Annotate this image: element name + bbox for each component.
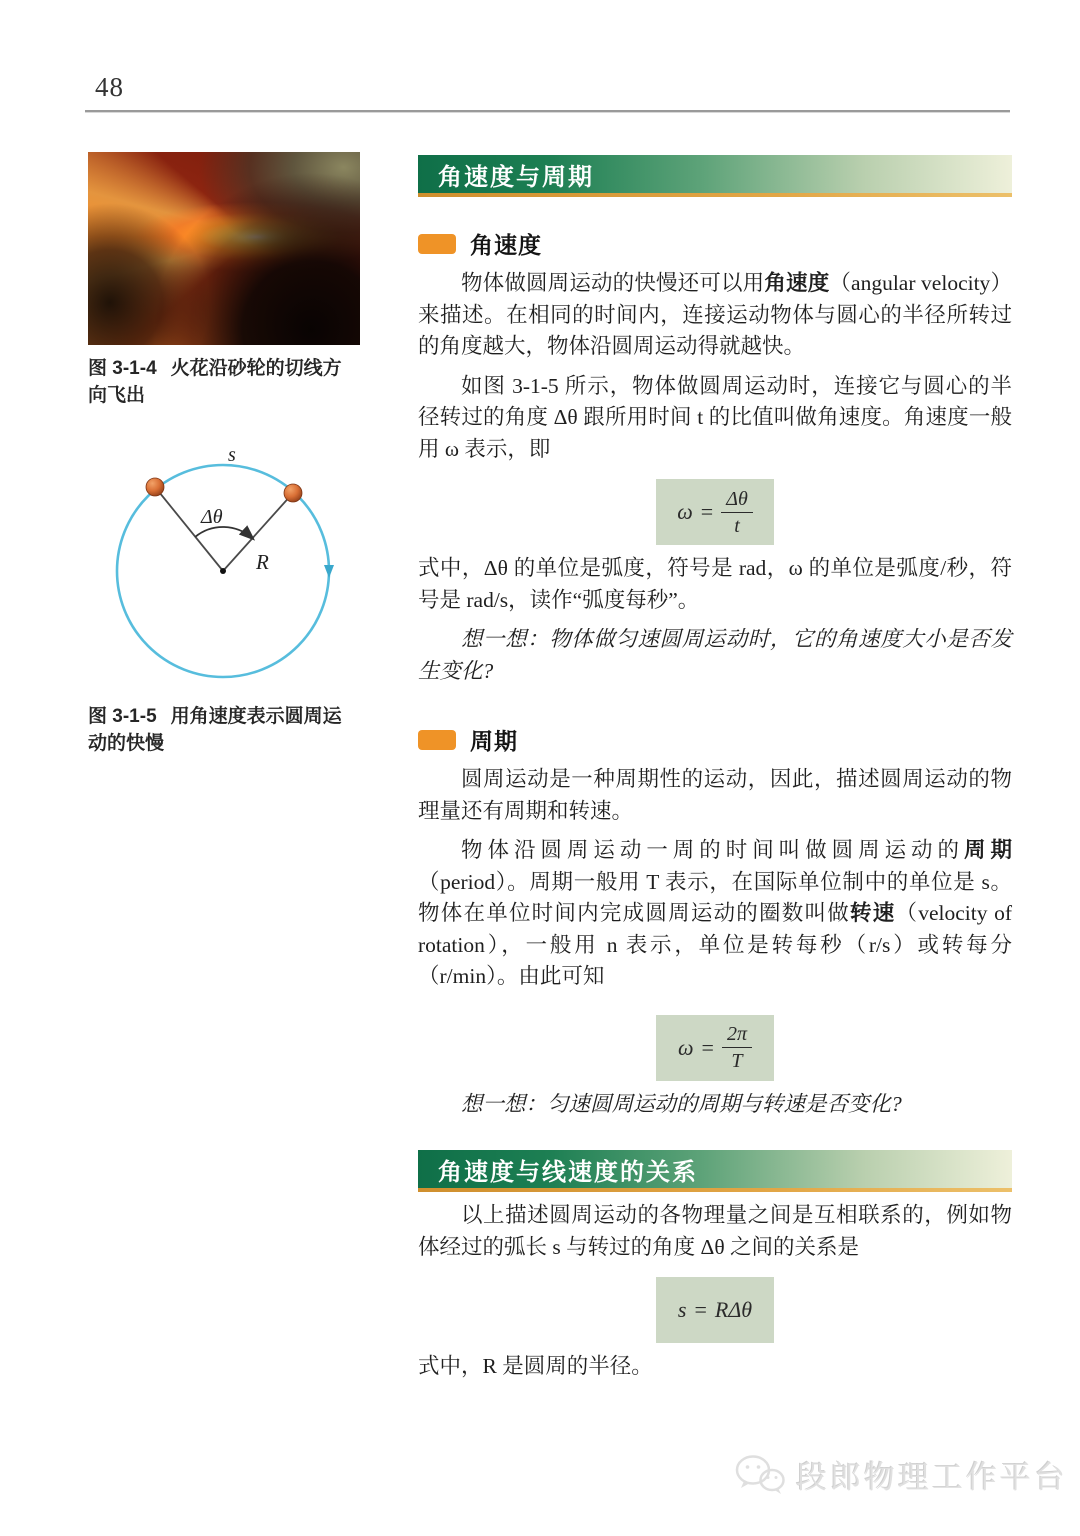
motion-direction-arrow	[324, 565, 334, 578]
diagram-caption-text: 用角速度表示圆周运动的快慢	[88, 706, 342, 754]
paragraph-units: 式中，Δθ 的单位是弧度，符号是 rad，ω 的单位是弧度/秒，符号是 rad/s，读作“弧度每秒”。	[418, 556, 1012, 612]
formula-equals: =	[701, 1034, 714, 1060]
formula-equals: =	[700, 499, 714, 524]
paragraph-period-definition	[418, 835, 1012, 993]
bold-term-angular-velocity: 角速度	[764, 271, 830, 295]
page-number: 48	[95, 72, 124, 102]
paragraph-angular-velocity-intro	[418, 268, 1012, 363]
right-column	[418, 155, 1012, 1383]
diagram-caption	[88, 703, 360, 757]
formula-omega-2pi-T	[656, 1015, 774, 1081]
subsection-title-period: 周期	[470, 728, 518, 754]
section-title-1: 角速度与周期	[438, 163, 594, 191]
photo-caption-text: 火花沿砂轮的切线方向飞出	[88, 358, 342, 406]
ball-start	[146, 478, 164, 496]
formula-denominator: t	[734, 514, 740, 537]
formula-fraction	[722, 1023, 752, 1072]
subsection-period	[418, 723, 1012, 756]
bold-term-rotation-speed: 转速	[849, 901, 896, 925]
subsection-title-angular-velocity: 角速度	[470, 232, 542, 258]
circle-motion-diagram	[88, 449, 360, 699]
section-accent-rule-1	[418, 193, 1012, 197]
watermark-text: 段郎物理工作平台	[796, 1460, 1068, 1495]
subsection-marker-icon	[418, 730, 456, 750]
section-title-2: 角速度与线速度的关系	[438, 1158, 698, 1186]
angle-label: Δθ	[201, 506, 223, 528]
formula-omega-delta-theta-t	[656, 479, 774, 545]
formula-lhs: ω	[678, 1034, 694, 1060]
radius-label: R	[256, 550, 269, 574]
angle-arc	[195, 527, 252, 538]
formula-rhs: RΔθ	[714, 1297, 753, 1322]
subsection-angular-velocity	[418, 227, 1012, 260]
formula-numerator: Δθ	[721, 488, 753, 513]
paragraph-relation-intro: 以上描述圆周运动的各物理量之间是互相联系的，例如物体经过的弧长 s 与转过的角度 Δθ 之间的关系是	[418, 1203, 1012, 1259]
photo-caption	[88, 355, 360, 409]
header-rule	[85, 110, 1010, 112]
think-prompt-2: 想一想：匀速圆周运动的周期与转速是否变化?	[461, 1091, 902, 1116]
formula-equals: =	[694, 1297, 707, 1322]
ball-end	[284, 484, 302, 502]
formula-fraction	[721, 488, 753, 537]
text-run: 物体做圆周运动的快慢还可以用	[461, 271, 765, 295]
bold-term-period: 周期	[964, 838, 1012, 862]
section-accent-rule-2	[418, 1188, 1012, 1192]
text-run: （period）。周期一般用 T 表示，在国际单位制中的单位是 s。物体在单位时间内完成圆周运动的圈数叫做	[418, 869, 1012, 925]
section-title-bar-2	[418, 1150, 1012, 1188]
section-title-bar-1	[418, 155, 1012, 193]
think-prompt-1: 想一想：物体做匀速圆周运动时，它的角速度大小是否发生变化?	[418, 627, 1012, 683]
photo-caption-label: 图 3-1-4	[88, 358, 157, 379]
left-column	[88, 152, 360, 757]
wechat-icon	[734, 1453, 786, 1497]
formula-numerator: 2π	[722, 1023, 752, 1048]
formula-denominator: T	[731, 1050, 743, 1072]
text-run: （angular velocity）来描述。在相同的时间内，连接运动物体与圆心的半径所转过的角度越大，物体沿圆周运动得就越快。	[418, 271, 1012, 358]
text-run: （velocity of rotation），一般用 n 表示，单位是转每秒（r/s）或转每分（r/min）。由此可知	[418, 901, 1012, 988]
grinding-wheel-photo	[88, 152, 360, 345]
paragraph-radius-note: 式中，R 是圆周的半径。	[418, 1354, 653, 1378]
formula-lhs: s	[677, 1297, 687, 1322]
text-run: 物体沿圆周运动一周的时间叫做圆周运动的	[461, 838, 964, 862]
subsection-marker-icon	[418, 234, 456, 254]
arc-length-label: s	[228, 449, 236, 466]
paragraph-angular-velocity-definition: 如图 3-1-5 所示，物体做圆周运动时，连接它与圆心的半径转过的角度 Δθ 跟所用时间 t 的比值叫做角速度。角速度一般用 ω 表示，即	[418, 373, 1012, 461]
formula-lhs: ω	[677, 499, 693, 524]
watermark	[734, 1452, 1068, 1497]
formula-s-R-delta-theta	[656, 1277, 774, 1343]
paragraph-period-intro: 圆周运动是一种周期性的运动，因此，描述圆周运动的物理量还有周期和转速。	[418, 767, 1012, 823]
circle-center-dot	[220, 568, 226, 574]
diagram-caption-label: 图 3-1-5	[88, 706, 157, 727]
